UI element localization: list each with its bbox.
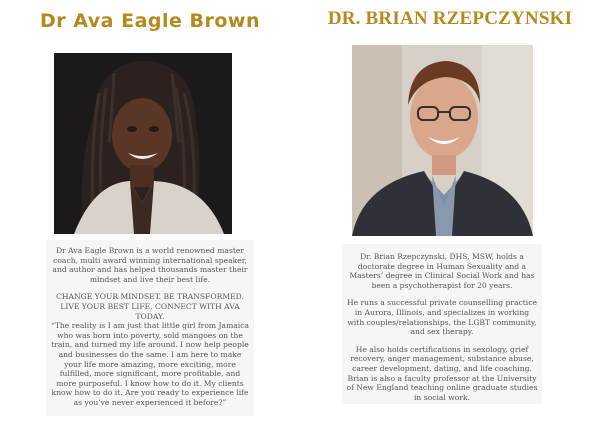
bio-paragraph-1: Dr. Brian Rzepczynski, DHS, MSW, holds a doctorate degree in Human Sexuality and a Masters’ degree in Clinical Social Work and has been a psychotherapist for 20 years. <box>349 252 535 290</box>
bio-paragraph-2: He runs a successful private counselling practice in Aurora, Illinois, and specializes in working with couples/relationships, the LGBT community, and sex therapy. <box>347 298 537 337</box>
profile-bio <box>46 240 254 416</box>
profile-photo <box>54 53 232 234</box>
profile-name: DR. BRIAN RZEPCZYNSKI <box>327 8 573 29</box>
profile-name: Dr Ava Eagle Brown <box>39 10 260 32</box>
profile-brian-rzepczynski <box>300 0 600 424</box>
profile-bio <box>342 244 542 404</box>
bio-cta: CHANGE YOUR MINDSET. BE TRANSFORMED. LIVE YOUR BEST LIFE. CONNECT WITH AVA TODAY. <box>56 292 244 321</box>
bio-quote: “The reality is I am just that little girl from Jamaica who was born into poverty, sold mangoes on the train, and turned my life around. I now help people and businesses do the same. I am here to make your life more amazing, more exciting, more fulfilled, more significant, more profitable, and more purposeful. I know how to do it. My clients know how to do it. Are you ready to experience life as you’ve never experienced it before?” <box>50 321 250 407</box>
bio-intro: Dr Ava Eagle Brown is a world renowned master coach, multi award winning international speaker, and author and has helped thousands master their mindset and live their best life. <box>52 246 248 284</box>
bio-paragraph-3: He also holds certifications in sexology, grief recovery, anger management, substance abuse, career development, dating, and life coaching. Brian is also a faculty professor at the University of New England teaching online graduate studies in social work. <box>346 344 538 402</box>
profile-photo <box>352 45 533 236</box>
